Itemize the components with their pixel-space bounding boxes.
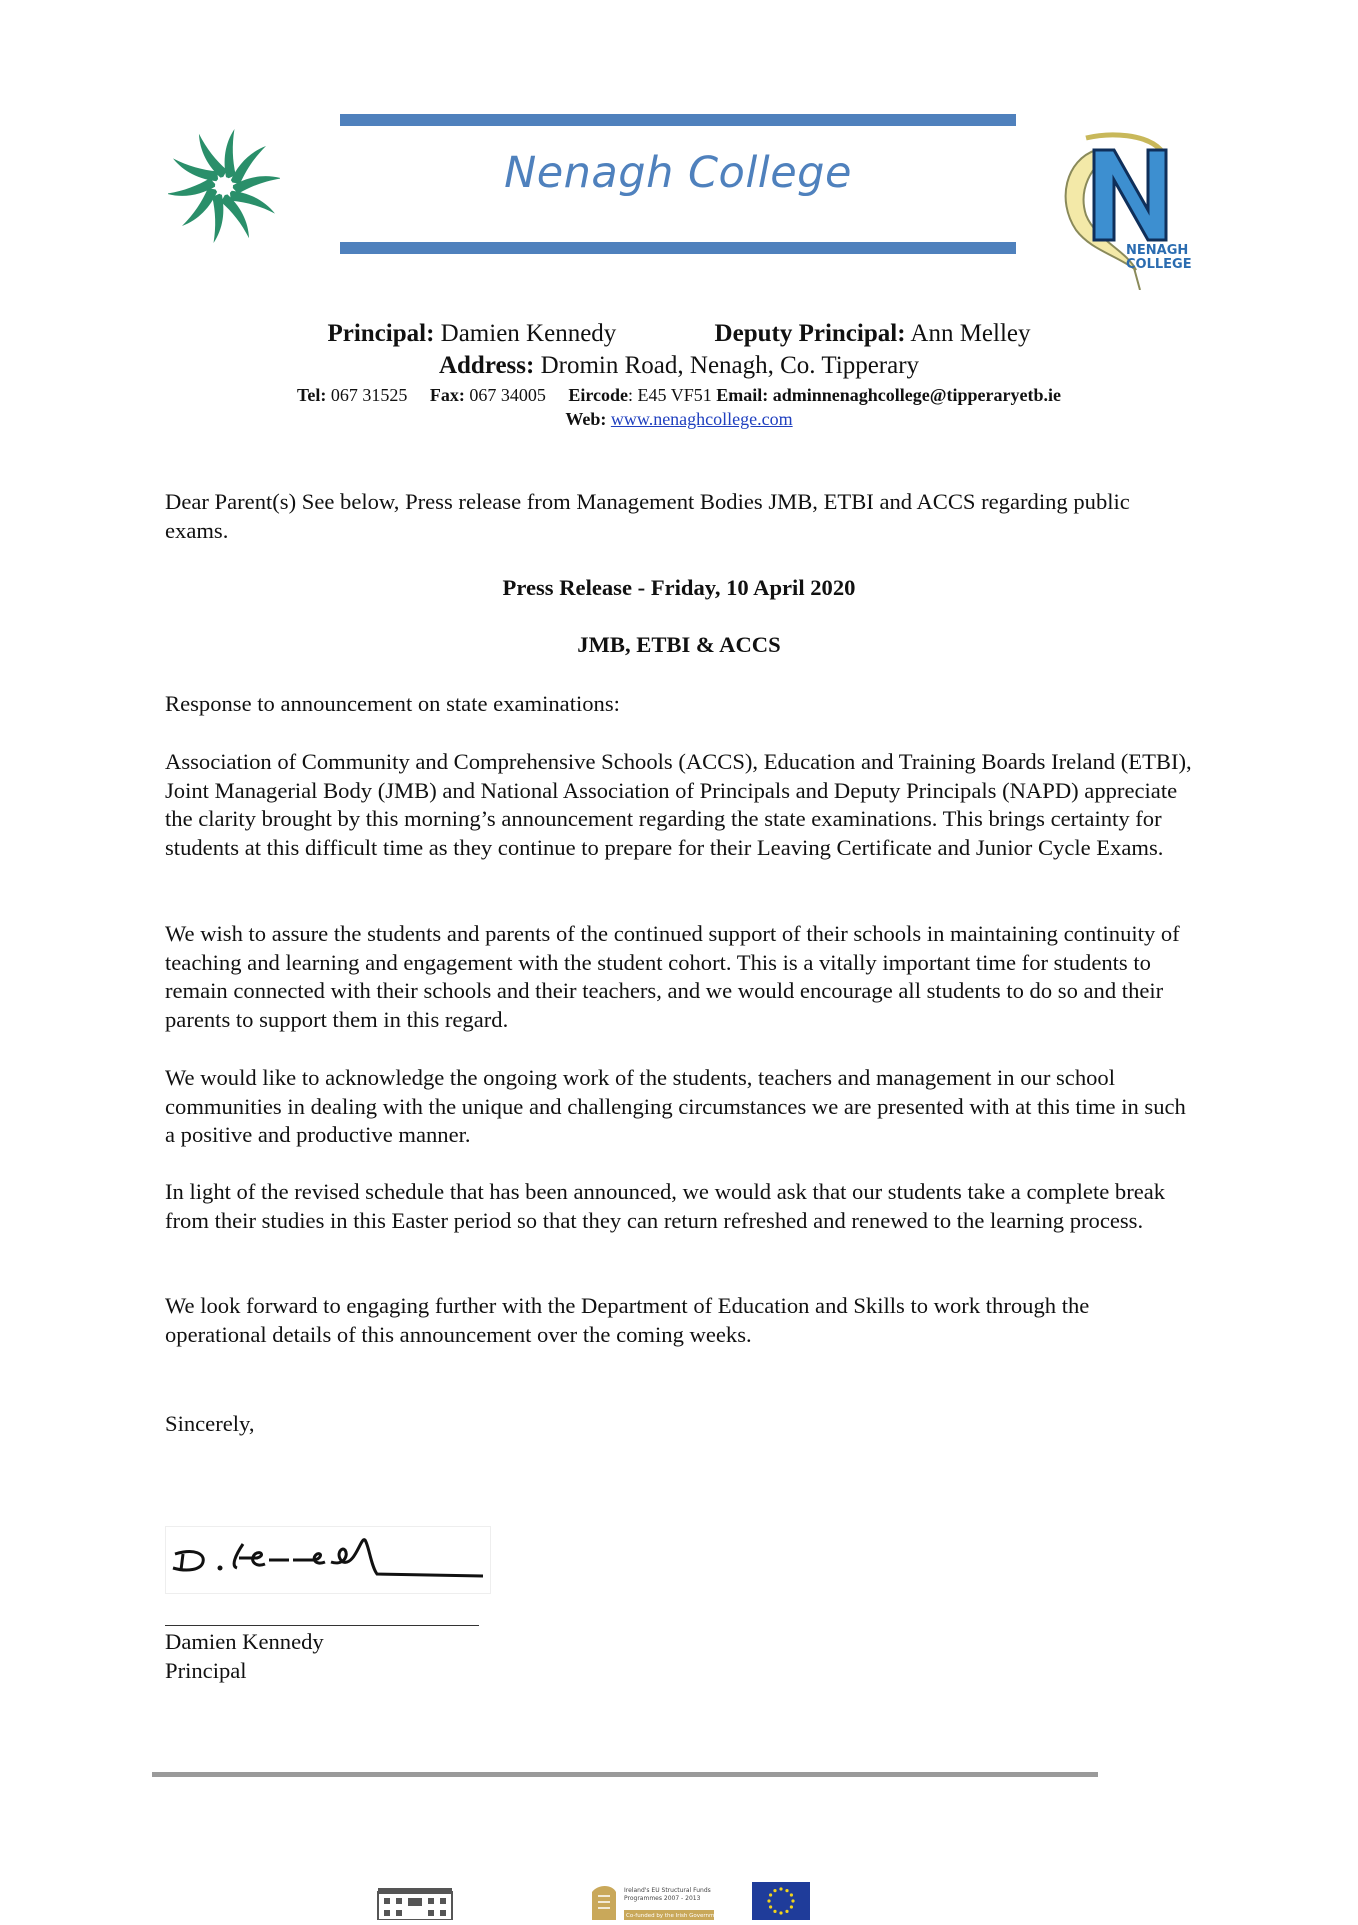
- staff-line: [0, 320, 1358, 348]
- tel-label: Tel:: [297, 385, 327, 405]
- signature-image: [165, 1526, 491, 1594]
- svg-text:COLLEGE: COLLEGE: [1126, 257, 1192, 272]
- paragraph-1: Association of Community and Comprehensive Schools (ACCS), Education and Training Boards Ireland (ETBI), Joint Managerial Body (JMB) and National Association of Principals and Deputy Principals (NAPD) appreciate the clarity brought by this morning’s announcement regarding the state examinations. This brings certainty for students at this difficult time as they continue to prepare for their Leaving Certificate and Junior Cycle Exams.: [165, 749, 1192, 860]
- signature-line: [165, 1625, 479, 1626]
- eu-star-icon: [790, 1893, 793, 1896]
- eu-star-icon: [785, 1889, 788, 1892]
- signer-title: Principal: [165, 1658, 247, 1683]
- paragraph-3: We would like to acknowledge the ongoing work of the students, teachers and management in our school communities in dealing with the unique and challenging circumstances we are presented with at this time in such a positive and productive manner.: [165, 1065, 1186, 1148]
- header-bottom-bar: [340, 242, 1016, 254]
- address-label: Address:: [438, 352, 535, 379]
- college-name: Nenagh College: [504, 148, 852, 198]
- closing: Sincerely,: [165, 1411, 255, 1436]
- svg-text:Programmes 2007 - 2013: Programmes 2007 - 2013: [624, 1895, 701, 1902]
- footer-rule: [152, 1772, 1098, 1777]
- address-value: Dromin Road, Nenagh, Co. Tipperary: [540, 352, 920, 379]
- contact-numbers-line: [0, 385, 1358, 406]
- eu-star-icon: [773, 1889, 776, 1892]
- eu-star-icon: [773, 1910, 776, 1913]
- web-line: [0, 409, 1358, 430]
- fax-value: 067 34005: [469, 385, 546, 405]
- website-link[interactable]: www.nenaghcollege.com: [610, 409, 793, 429]
- eircode-value: : E45 VF51: [628, 385, 712, 405]
- svg-text:Co-funded by the Irish Governm: Co-funded by the Irish Government: [626, 1913, 724, 1919]
- svg-text:NENAGH: NENAGH: [1126, 243, 1189, 258]
- eu-star-icon: [779, 1911, 782, 1914]
- eircode-label: Eircode: [568, 385, 629, 405]
- deputy-name: Ann Melley: [910, 320, 1031, 347]
- eu-star-icon: [790, 1905, 793, 1908]
- email-label: Email:: [716, 385, 769, 405]
- fax-label: Fax:: [429, 385, 465, 405]
- principal-name: Damien Kennedy: [440, 320, 617, 347]
- eu-star-icon: [769, 1905, 772, 1908]
- paragraph-5: We look forward to engaging further with the Department of Education and Skills to work through the operational details of this announcement over the coming weeks.: [165, 1293, 1090, 1347]
- response-line: Response to announcement on state examinations:: [165, 691, 620, 716]
- signer-name: Damien Kennedy: [165, 1629, 324, 1654]
- eu-star-icon: [785, 1910, 788, 1913]
- eu-star-icon: [769, 1893, 772, 1896]
- press-release-heading: Press Release - Friday, 10 April 2020: [502, 575, 856, 600]
- tel-value: 067 31525: [330, 385, 408, 405]
- eu-star-icon: [767, 1899, 770, 1902]
- address-line: [0, 352, 1358, 380]
- eu-star-icon: [791, 1899, 794, 1902]
- bodies-heading: JMB, ETBI & ACCS: [577, 632, 781, 657]
- building-logo-icon: [376, 1886, 454, 1920]
- paragraph-4: In light of the revised schedule that has been announced, we would ask that our students take a complete break from their studies in this Easter period so that they can return refreshed and renewed to the learning process.: [165, 1179, 1166, 1233]
- intro-paragraph: Dear Parent(s) See below, Press release from Management Bodies JMB, ETBI and ACCS regarding public exams.: [165, 489, 1130, 543]
- nenagh-college-crest-icon: [1056, 130, 1206, 290]
- header-top-bar: [340, 114, 1016, 126]
- email-value: adminnenaghcollege@tipperaryetb.ie: [772, 385, 1061, 405]
- principal-label: Principal:: [327, 320, 435, 347]
- eu-structural-funds-logo: [588, 1882, 748, 1920]
- paragraph-2: We wish to assure the students and parents of the continued support of their schools in maintaining continuity of teaching and learning and engagement with the student cohort. This is a vitally important time for students to remain connected with their schools and their teachers, and we would encourage all students to do so and their parents to support them in this regard.: [165, 921, 1180, 1032]
- svg-text:Ireland's EU Structural Funds: Ireland's EU Structural Funds: [624, 1887, 711, 1894]
- deputy-label: Deputy Principal:: [714, 320, 906, 347]
- eu-flag-icon: [752, 1882, 810, 1920]
- web-label: Web:: [565, 409, 607, 429]
- eu-star-icon: [779, 1887, 782, 1890]
- swirl-logo-icon: [168, 126, 280, 246]
